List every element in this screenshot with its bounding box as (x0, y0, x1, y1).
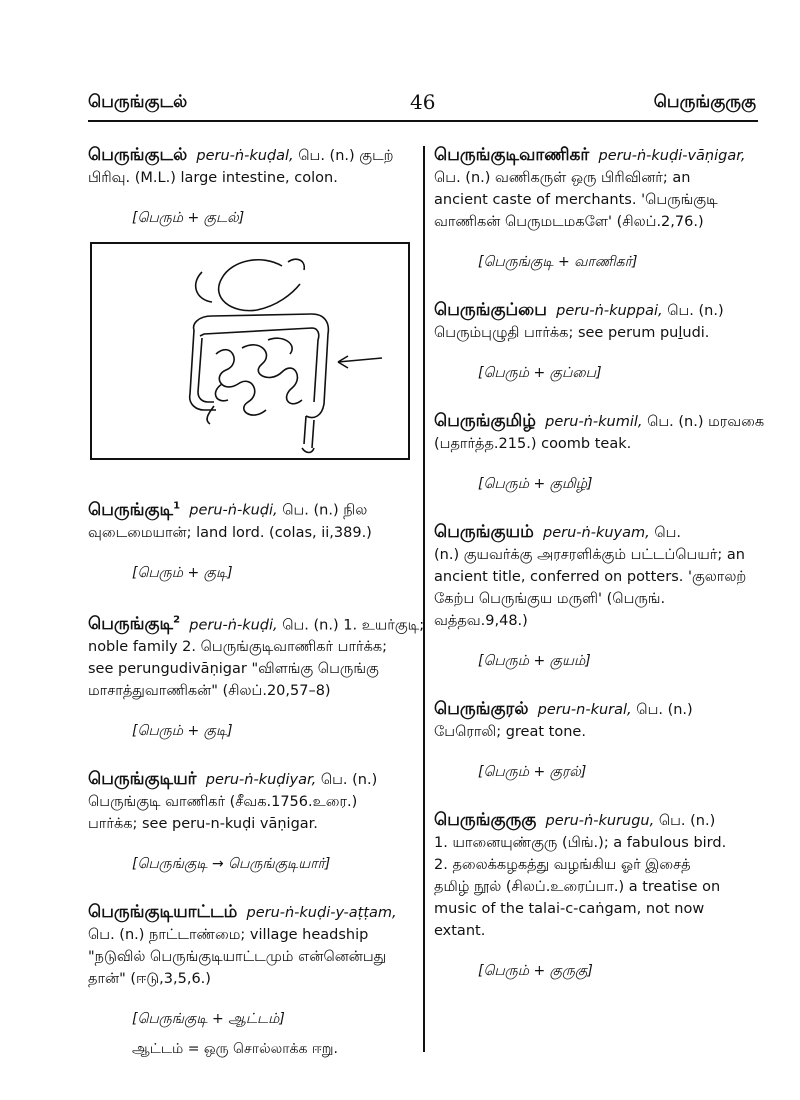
entry-perungudi-2 (88, 610, 425, 743)
entry-text: (பதார்த்த.215.) coomb teak. (434, 436, 632, 452)
headword: பெருங்குமிழ் (434, 411, 536, 431)
headword: பெருங்குப்பை (434, 300, 547, 320)
entry-perungudiyar (88, 768, 413, 875)
etymology: [பெருங்குடி + வாணிகர்] (478, 254, 638, 270)
entry-text: பிரிவு. (M.L.) large intestine, colon. (88, 170, 338, 186)
transliteration: peru-ṅ-kuyam, (543, 525, 650, 541)
headword: பெருங்குரல் (434, 699, 529, 719)
entry-first-line (88, 768, 413, 791)
headword: பெருங்குடல் (88, 145, 188, 165)
homonym-number: 2 (173, 614, 181, 626)
entry-first-line (88, 610, 425, 637)
entry-perungumil (434, 410, 765, 495)
headword: பெருங்குடியாட்டம் (88, 902, 238, 923)
etymology: [பெரும் + குமிழ்] (478, 476, 593, 492)
intestine-diagram (90, 242, 410, 460)
entry-text: மாசாத்துவாணிகன்" (சிலப்.20,57–8) (88, 683, 331, 700)
entry-text: பெ. (n.) குடற் (298, 148, 394, 164)
entry-first-line (434, 521, 759, 544)
intestine-illustration (92, 244, 408, 458)
entry-text: பெ. (n.) (636, 702, 693, 718)
headword: பெருங்குயம் (434, 522, 534, 542)
entry-text: பெ. (n.) மரவகை (647, 414, 765, 430)
entry-text: பெ. (n.) நில (282, 502, 368, 519)
entry-text: பெ. (n.) நாட்டாண்மை; village headship (88, 927, 369, 944)
entry-text: பெ. (654, 525, 682, 541)
etymology: [பெரும் + குடி] (132, 564, 233, 581)
entry-perungudiyattam (88, 901, 413, 1060)
transliteration: peru-n-kural, (537, 702, 632, 718)
transliteration: peru-ṅ-kumil, (545, 414, 643, 430)
entry-text: பெ. (n.) (667, 303, 724, 319)
entry-text: noble family 2. பெருங்குடிவாணிகர் பார்க்க; (88, 639, 388, 656)
entry-first-line (434, 410, 765, 433)
headword: பெருங்குருகு (434, 810, 537, 830)
entry-text: ancient title, conferred on potters. 'குலாலற் (434, 569, 747, 585)
etymology: [பெருங்குடி + ஆட்டம்] (132, 1011, 285, 1028)
entry-text: ancient caste of merchants. 'பெருங்குடி (434, 192, 718, 208)
entry-text: பெ. (n.) வணிகருள் ஒரு பிரிவினர்; an (434, 170, 691, 186)
etymology: [பெரும் + குடல்] (132, 210, 245, 226)
entry-text: வுடைமையான்; land lord. (colas, ii,389.) (88, 524, 372, 541)
etymology: [பெரும் + குரல்] (478, 764, 587, 780)
homonym-number: 1 (173, 500, 181, 511)
entry-text: பெருங்குடி வாணிகர் (சீவக.1756.உரை.) (88, 794, 358, 811)
entry-first-line (434, 809, 759, 832)
etymology: [பெருங்குடி → பெருங்குடியார்] (132, 856, 331, 873)
headword: பெருங்குடி$^1$ (88, 499, 181, 520)
headword: பெருங்குடி$^2$ (88, 614, 181, 635)
entry-text: பெரும்புழுதி பார்க்க; see perum puḻudi. (434, 325, 710, 341)
entry-text: music of the talai-c-caṅgam, not now (434, 901, 705, 917)
entry-first-line (434, 698, 759, 721)
entry-perungudi-1 (88, 495, 413, 584)
transliteration: peru-ṅ-kuḍiyar, (205, 772, 317, 789)
entry-text: கேற்ப பெருங்குய மருளி' (பெருங். (434, 591, 666, 607)
etymology: [பெரும் + குப்பை] (478, 365, 602, 381)
entry-first-line (88, 144, 413, 167)
entry-perungurugu (434, 809, 759, 982)
entry-text: பெ. (n.) (658, 813, 716, 829)
entry-text: தமிழ் நூல் (சிலப்.உரைப்பா.) a treatise on (434, 879, 721, 895)
transliteration: peru-ṅ-kuḍi-y-aṭṭam, (246, 905, 397, 922)
transliteration: peru-ṅ-kuḍal, (196, 148, 294, 164)
entry-text: பேரொலி; great tone. (434, 724, 586, 740)
entry-text: 1. யானையுண்குரு (பிங்.); a fabulous bird. (434, 835, 727, 851)
etymology: [பெரும் + குருகு] (478, 963, 593, 979)
entry-text: பெ. (n.) 1. உயர்குடி; (282, 617, 425, 634)
entry-text: 2. தலைக்கழகத்து வழங்கிய ஓர் இசைத் (434, 857, 691, 873)
right-column (434, 132, 765, 982)
header-right-guideword: பெருங்குருகு (653, 92, 756, 112)
entry-text: வத்தவ.9,48.) (434, 613, 528, 629)
entry-first-line (88, 495, 413, 522)
entry-perungural (434, 698, 759, 783)
transliteration: peru-ṅ-kurugu, (545, 813, 655, 829)
page-header (88, 88, 756, 120)
entry-text: வாணிகன் பெருமடமகளே' (சிலப்.2,76.) (434, 214, 704, 230)
entry-first-line (88, 901, 413, 924)
transliteration: peru-ṅ-kuḍi-vāṇigar, (598, 148, 746, 164)
transliteration: peru-ṅ-kuppai, (556, 303, 663, 319)
headword: பெருங்குடியர் (88, 769, 197, 790)
transliteration: peru-ṅ-kuḍi, (189, 502, 278, 519)
entry-text: தான்" (ஈடு,3,5,6.) (88, 971, 211, 988)
transliteration: peru-ṅ-kuḍi, (189, 617, 278, 634)
entry-perungudivanigar (434, 144, 759, 273)
entry-text: பார்க்க; see peru-n-kuḍi vāṇigar. (88, 816, 318, 833)
header-left-guideword: பெருங்குடல் (88, 92, 188, 112)
entry-text: (n.) குயவர்க்கு அரசரளிக்கும் பட்டப்பெயர்; an (434, 547, 745, 563)
entry-first-line (434, 144, 759, 167)
entry-perunguyam (434, 521, 759, 672)
entry-text: பெ. (n.) (320, 772, 378, 789)
header-rule (88, 120, 758, 122)
entry-perungudal (88, 144, 413, 229)
headword: பெருங்குடிவாணிகர் (434, 145, 590, 165)
etymology-note: ஆட்டம் = ஒரு சொல்லாக்க ஈறு. (132, 1041, 338, 1058)
page-number: 46 (410, 90, 436, 114)
etymology: [பெரும் + குயம்] (478, 653, 591, 669)
entry-text: see perungudivāṇigar "விளங்கு பெருங்கு (88, 661, 379, 678)
entry-first-line (434, 299, 759, 322)
entry-text: extant. (434, 923, 486, 939)
entry-perunguppai (434, 299, 759, 384)
column-divider (423, 146, 425, 1052)
etymology: [பெரும் + குடி] (132, 723, 233, 740)
entry-text: "நடுவில் பெருங்குடியாட்டமும் என்னென்பது (88, 949, 387, 966)
